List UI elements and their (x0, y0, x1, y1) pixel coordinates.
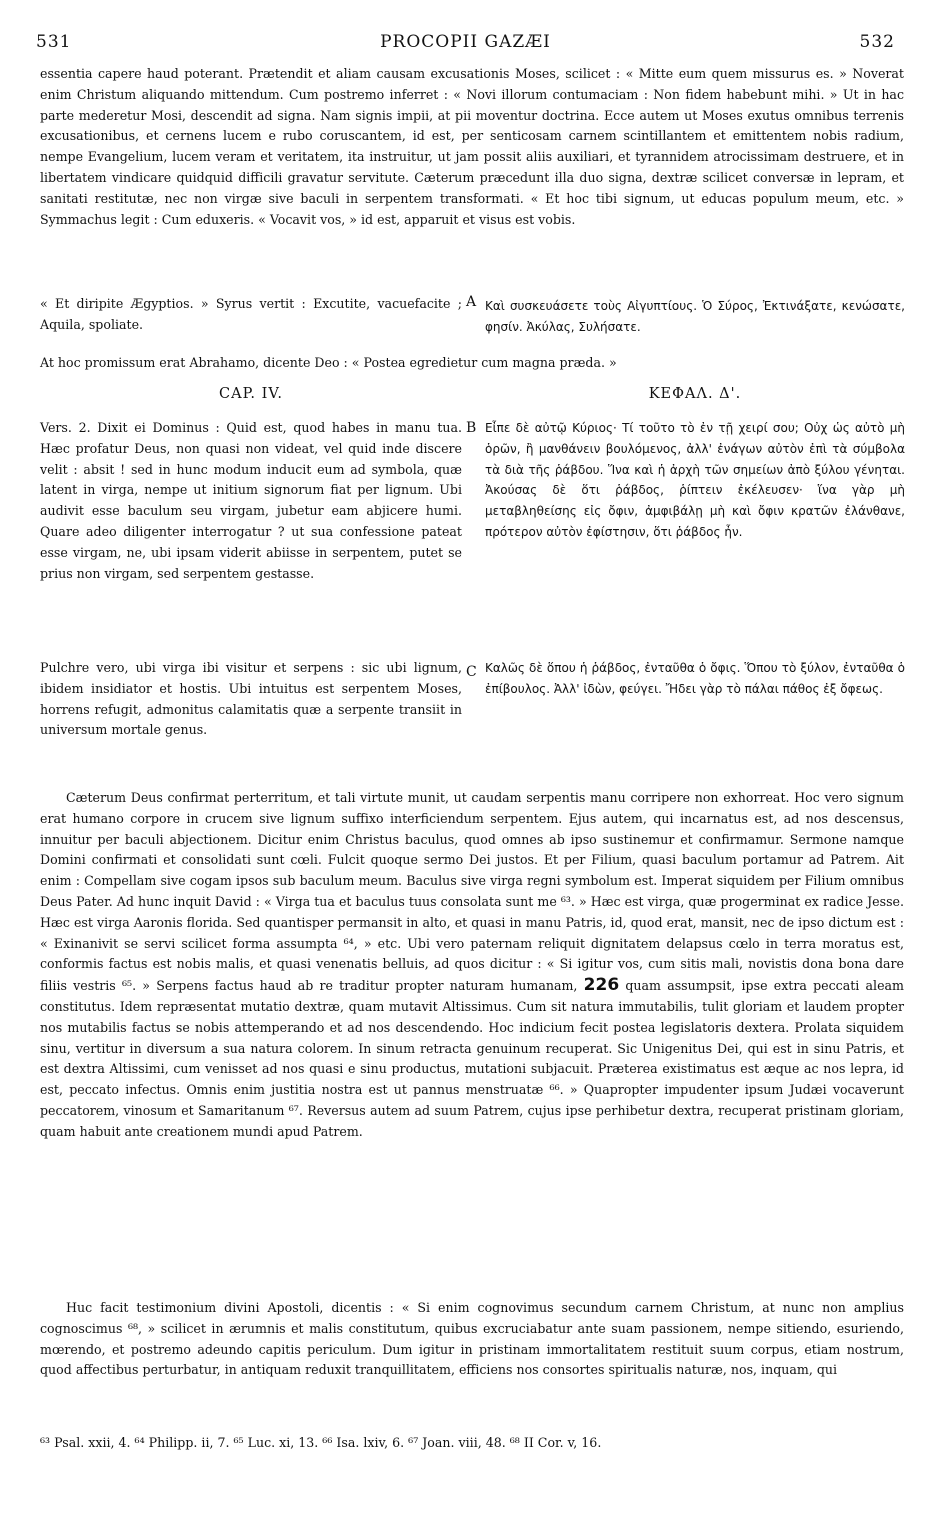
verse2-latin: Vers. 2. Dixit ei Dominus : Quid est, quod habes in manu tua. Hæc profatur Deus, non quasi non videat, vel quid inde discere velit : absit ! sed in hunc modum inducit eum ad symbola, quæ latent in virga, nempe ut initium signorum fiat per lignum. Ubi audivit esse baculum seu virgam, jubetur eam abjicere humi. Quare adeo diligenter interrogatur ? ut sua confessione pateat esse virgam, ne, ubi ipsam viderit abiisse in serpentem, putet se prius non virgam, sed serpentem gestasse. (40, 420, 462, 581)
marginal-letter-b: B (466, 420, 477, 436)
running-title: PROCOPII GAZÆI (380, 32, 551, 52)
marginal-letter-c: C (466, 664, 477, 680)
verse2-greek: Εἶπε δὲ αὐτῷ Κύριος· Τί τοῦτο τὸ ἐν τῇ χειρί σου; Οὐχ ὡς αὐτὸ μὴ ὁρῶν, ἢ μανθάνειν βουλόμενος, ἀλλ' ἐνάγων αὐτὸν ἐπὶ τὰ σύμβολα τὰ διὰ τῆς ῥάβδου. Ἵνα καὶ ἡ ἀρχὴ τῶν σημείων ἀπὸ ξύλου γένηται. Ἀκούσας δὲ ὅτι ῥάβδος, ῥίπτειν ἐκέλευσεν· ἵνα γὰρ μὴ μεταβληθείσης εἰς ὄφιν, ἀμφιβάλῃ μὴ καὶ ὄφιν κρατῶν ἐλάνθανε, πρότερον αὐτὸν ἐφίστησιν, ὅτι ῥάβδος ἦν. (485, 421, 905, 539)
main-paragraph-part2: quam assumpsit, ipse extra peccati aleam constitutus. Idem repræsentat mutatio dextræ, quam mutavit Altissimus. Cum sit natura immutabilis, tulit gloriam et laudem propter nos mutabilis factus se nobis attemperando et ad nos descendendo. Hoc indicium fecit postea legislatoris dextera. Prolata siquidem sinu, vertitur in diversum a sua natura colorem. In sinum retracta genuinum recuperat. Sic Unigenitus Dei, qui est in sinu Patris, et est dextra Altissimi, cum venisset ad nos quasi e sinu productus, mutationi subjacuit. Præterea existimatus est æque ac nos lepra, id est, peccato infectus. Omnis enim justitia nostra est ut pannus menstruatæ ⁶⁶. » Quapropter impudenter ipsum Judæi vocaverunt peccatorem, vinosum et Samaritanum ⁶⁷. Reversus autem ad suum Patrem, cujus ipse perhibetur dextra, recuperat pristinam gloriam, quam habuit ante creationem mundi apud Patrem. (40, 978, 904, 1139)
abraham-line: At hoc promissum erat Abrahamo, dicente Deo : « Postea egredietur cum magna præda. » (40, 355, 617, 370)
chapter-heading-greek: ΚΕΦΑΛ. Δ'. (648, 386, 742, 402)
egypt-greek: Καὶ συσκευάσετε τοὺς Αἰγυπτίους. Ὁ Σύρος, Ἐκτινάξατε, κενώσατε, φησίν. Ἀκύλας, Συλήσατε. (485, 299, 905, 334)
page-marker: 226 (583, 975, 620, 996)
huc-paragraph: Huc facit testimonium divini Apostoli, dicentis : « Si enim cognovimus secundum carnem Christum, at nunc non amplius cognoscimus ⁶⁸, » scilicet in ærumnis et malis constitutum, quibus excruciabatur ante suam passionem, nempe sitiendo, esuriendo, mœrendo, et postremo adeundo capitis periculum. Dum igitur in pristinam immortalitatem restituit suum corpus, etiam nostrum, quod affectibus perturbatur, in antiquam reduxit tranquillitatem, efficiens nos consortes spiritualis naturæ, nos, inquam, qui (40, 1300, 904, 1378)
main-paragraph-part1: Cæterum Deus confirmat perterritum, et tali virtute munit, ut caudam serpentis manu corripere non exhorreat. Hoc vero signum erat humano corpore in crucem sive lignum suffixo interficiendum serpentem. Ejus autem, qui incarnatus est, ad nos descensus, innuitur per baculi abjectionem. Dicitur enim Christus baculus, quod omnes ab ipso sustinemur et confirmamur. Sermone namque Domini confirmati et consolidati sunt cœli. Fulcit quoque sermo Dei justos. Et per Filium, quasi baculum portamur ad Patrem. Ait enim : Compellam sive cogam ipsos sub baculum meum. Baculus sive virga regni symbolum est. Imperat siquidem per Filium omnibus Deus Pater. Ad hunc inquit David : « Virga tua et baculus tuus consolata sunt me ⁶³. » Hæc est virga, quæ progerminat ex radice Jesse. Hæc est virga Aaronis florida. Sed quantisper permansit in alto, et quasi in manu Patris, id, quod erat, mansit, nec de ipso dictum est : « Exinanivit se servi scilicet forma assumpta ⁶⁴, » etc. Ubi vero paternam reliquit dignitatem delapsus cœlo in terra moratus est, conformis factus est nobis malis, et quasi venenatis belluis, ad quos dicitur : « Si igitur vos, cum sitis mali, novistis dona bona dare filiis vestris ⁶⁵. » Serpens factus haud ab re traditur propter naturam humanam, (40, 790, 904, 994)
pulchre-latin: Pulchre vero, ubi virga ibi visitur et serpens : sic ubi lignum, ibidem insidiator et hostis. Ubi intuitus est serpentem Moses, horrens refugit, admonitus calamitatis quæ a serpente transiit in universum mortale genus. (40, 660, 462, 738)
right-page-number: 532 (859, 32, 895, 52)
pulchre-greek: Καλῶς δὲ ὅπου ἡ ῥάβδος, ἐνταῦθα ὁ ὄφις. Ὅπου τὸ ξύλον, ἐνταῦθα ὁ ἐπίβουλος. Ἀλλ' ἰδὼν, φεύγει. Ἤδει γὰρ τὸ πάλαι πάθος ἐξ ὄφεως. (485, 661, 905, 696)
egypt-latin: « Et diripite Ægyptios. » Syrus vertit : Excutite, vacuefacite ; Aquila, spoliate. (40, 296, 462, 332)
left-page-number: 531 (36, 32, 72, 52)
marginal-letter-a: A (466, 294, 477, 310)
footnotes: ⁶³ Psal. xxii, 4. ⁶⁴ Philipp. ii, 7. ⁶⁵ Luc. xi, 13. ⁶⁶ Isa. lxiv, 6. ⁶⁷ Joan. viii, 48. ⁶⁸ II Cor. v, 16. (40, 1435, 602, 1450)
main-paragraph (40, 788, 904, 1143)
top-paragraph: essentia capere haud poterant. Prætendit et aliam causam excusationis Moses, scilicet : « Mitte eum quem missurus es. » Noverat enim Christum aliquando mittendum. Cum postremo inferret : « Novi illorum contumaciam : Non fidem habebunt mihi. » Ut in hac parte mederetur Mosi, descendit ad signa. Nam signis impii, at pii moventur doctrina. Ecce autem ut Moses exutus omnibus terrenis excusationibus, et cernens lucem e rubo coruscantem, id est, per senticosam carnem scintillantem et emittentem nobis radium, nempe Evangelium, lucem veram et veritatem, ita instruitur, ut jam possit aliis auxiliari, et tyrannidem atrocissimam destruere, et in libertatem vindicare quidquid difficili gravatur servitute. Cæterum præcedunt illa duo signa, dextræ scilicet conversæ in lepram, et sanitati restitutæ, nec non virgæ sive baculi in serpentem transformati. « Et hoc tibi signum, ut educas populum meum, etc. » Symmachus legit : Cum eduxeris. « Vocavit vos, » id est, apparuit et visus est vobis. (40, 66, 904, 227)
chapter-heading-latin: CAP. IV. (219, 386, 283, 402)
